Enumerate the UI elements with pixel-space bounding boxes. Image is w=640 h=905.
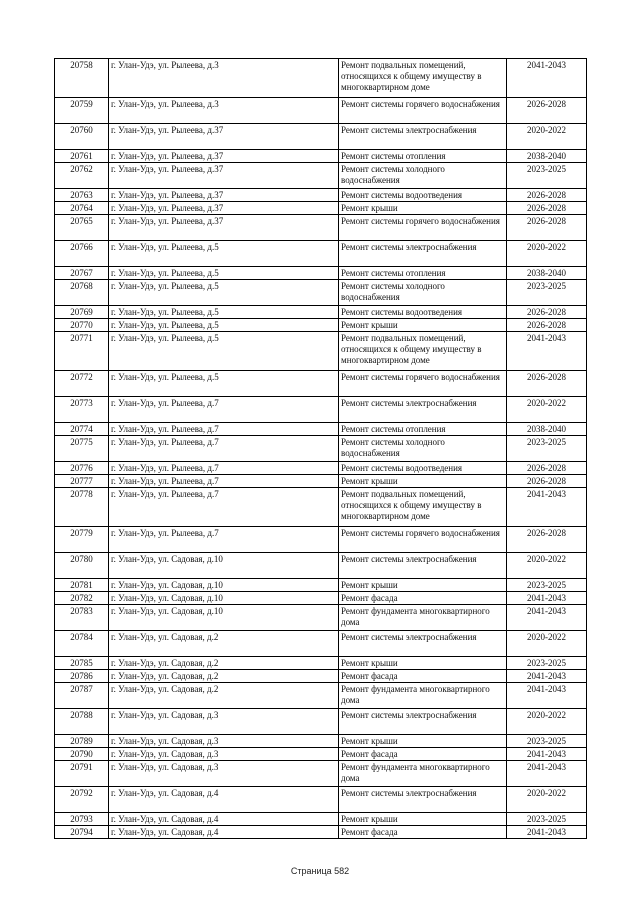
row-number-cell: 20759 — [55, 98, 109, 124]
table-row — [55, 709, 587, 735]
address-cell: г. Улан-Удэ, ул. Садовая, д.10 — [109, 592, 339, 605]
row-number-cell: 20790 — [55, 748, 109, 761]
work-type-cell: Ремонт фундамента многоквартирного дома — [339, 605, 507, 631]
period-cell: 2041-2043 — [507, 332, 587, 371]
table-row — [55, 488, 587, 527]
period-cell: 2023-2025 — [507, 579, 587, 592]
table-row — [55, 826, 587, 839]
period-cell: 2020-2022 — [507, 241, 587, 267]
table-row — [55, 215, 587, 241]
row-number-cell: 20792 — [55, 787, 109, 813]
address-cell: г. Улан-Удэ, ул. Рылеева, д.3 — [109, 59, 339, 98]
table-body — [55, 59, 587, 839]
row-number-cell: 20765 — [55, 215, 109, 241]
work-type-cell: Ремонт подвальных помещений, относящихся к общему имуществу в многоквартирном доме — [339, 59, 507, 98]
table-row — [55, 371, 587, 397]
table-row — [55, 124, 587, 150]
address-cell: г. Улан-Удэ, ул. Садовая, д.4 — [109, 813, 339, 826]
address-cell: г. Улан-Удэ, ул. Рылеева, д.37 — [109, 215, 339, 241]
row-number-cell: 20771 — [55, 332, 109, 371]
period-cell: 2041-2043 — [507, 59, 587, 98]
table-row — [55, 748, 587, 761]
table-row — [55, 670, 587, 683]
row-number-cell: 20776 — [55, 462, 109, 475]
table-row — [55, 241, 587, 267]
period-cell: 2026-2028 — [507, 462, 587, 475]
address-cell: г. Улан-Удэ, ул. Рылеева, д.37 — [109, 150, 339, 163]
table-row — [55, 761, 587, 787]
row-number-cell: 20785 — [55, 657, 109, 670]
address-cell: г. Улан-Удэ, ул. Садовая, д.2 — [109, 670, 339, 683]
period-cell: 2041-2043 — [507, 488, 587, 527]
row-number-cell: 20786 — [55, 670, 109, 683]
table-row — [55, 592, 587, 605]
address-cell: г. Улан-Удэ, ул. Садовая, д.10 — [109, 579, 339, 592]
address-cell: г. Улан-Удэ, ул. Садовая, д.4 — [109, 826, 339, 839]
period-cell: 2020-2022 — [507, 709, 587, 735]
repair-schedule-table — [54, 58, 587, 839]
work-type-cell: Ремонт крыши — [339, 657, 507, 670]
work-type-cell: Ремонт фасада — [339, 748, 507, 761]
address-cell: г. Улан-Удэ, ул. Садовая, д.2 — [109, 657, 339, 670]
address-cell: г. Улан-Удэ, ул. Садовая, д.10 — [109, 553, 339, 579]
period-cell: 2026-2028 — [507, 202, 587, 215]
address-cell: г. Улан-Удэ, ул. Рылеева, д.7 — [109, 423, 339, 436]
address-cell: г. Улан-Удэ, ул. Рылеева, д.37 — [109, 163, 339, 189]
work-type-cell: Ремонт системы водоотведения — [339, 306, 507, 319]
table-row — [55, 553, 587, 579]
address-cell: г. Улан-Удэ, ул. Рылеева, д.37 — [109, 202, 339, 215]
period-cell: 2023-2025 — [507, 813, 587, 826]
table-row — [55, 787, 587, 813]
work-type-cell: Ремонт фасада — [339, 592, 507, 605]
row-number-cell: 20769 — [55, 306, 109, 319]
row-number-cell: 20758 — [55, 59, 109, 98]
address-cell: г. Улан-Удэ, ул. Садовая, д.3 — [109, 761, 339, 787]
row-number-cell: 20766 — [55, 241, 109, 267]
row-number-cell: 20763 — [55, 189, 109, 202]
work-type-cell: Ремонт системы отопления — [339, 423, 507, 436]
period-cell: 2026-2028 — [507, 306, 587, 319]
period-cell: 2026-2028 — [507, 98, 587, 124]
row-number-cell: 20784 — [55, 631, 109, 657]
work-type-cell: Ремонт системы холодного водоснабжения — [339, 436, 507, 462]
row-number-cell: 20768 — [55, 280, 109, 306]
address-cell: г. Улан-Удэ, ул. Рылеева, д.7 — [109, 475, 339, 488]
work-type-cell: Ремонт крыши — [339, 475, 507, 488]
work-type-cell: Ремонт системы электроснабжения — [339, 124, 507, 150]
work-type-cell: Ремонт системы отопления — [339, 150, 507, 163]
period-cell: 2041-2043 — [507, 592, 587, 605]
period-cell: 2023-2025 — [507, 163, 587, 189]
row-number-cell: 20780 — [55, 553, 109, 579]
table-row — [55, 605, 587, 631]
table-row — [55, 527, 587, 553]
row-number-cell: 20772 — [55, 371, 109, 397]
work-type-cell: Ремонт подвальных помещений, относящихся к общему имуществу в многоквартирном доме — [339, 332, 507, 371]
address-cell: г. Улан-Удэ, ул. Садовая, д.3 — [109, 735, 339, 748]
period-cell: 2020-2022 — [507, 787, 587, 813]
row-number-cell: 20760 — [55, 124, 109, 150]
row-number-cell: 20791 — [55, 761, 109, 787]
row-number-cell: 20779 — [55, 527, 109, 553]
table-row — [55, 150, 587, 163]
address-cell: г. Улан-Удэ, ул. Садовая, д.2 — [109, 631, 339, 657]
address-cell: г. Улан-Удэ, ул. Садовая, д.4 — [109, 787, 339, 813]
period-cell: 2038-2040 — [507, 267, 587, 280]
row-number-cell: 20777 — [55, 475, 109, 488]
period-cell: 2041-2043 — [507, 826, 587, 839]
row-number-cell: 20774 — [55, 423, 109, 436]
work-type-cell: Ремонт системы электроснабжения — [339, 787, 507, 813]
work-type-cell: Ремонт системы горячего водоснабжения — [339, 527, 507, 553]
period-cell: 2038-2040 — [507, 150, 587, 163]
work-type-cell: Ремонт крыши — [339, 813, 507, 826]
work-type-cell: Ремонт фасада — [339, 670, 507, 683]
work-type-cell: Ремонт системы электроснабжения — [339, 709, 507, 735]
table-row — [55, 462, 587, 475]
table-row — [55, 319, 587, 332]
row-number-cell: 20770 — [55, 319, 109, 332]
table-row — [55, 683, 587, 709]
table-row — [55, 579, 587, 592]
table-row — [55, 657, 587, 670]
work-type-cell: Ремонт системы холодного водоснабжения — [339, 163, 507, 189]
work-type-cell: Ремонт системы электроснабжения — [339, 397, 507, 423]
table-row — [55, 631, 587, 657]
period-cell: 2026-2028 — [507, 371, 587, 397]
period-cell: 2023-2025 — [507, 436, 587, 462]
work-type-cell: Ремонт фундамента многоквартирного дома — [339, 683, 507, 709]
work-type-cell: Ремонт системы горячего водоснабжения — [339, 98, 507, 124]
work-type-cell: Ремонт крыши — [339, 735, 507, 748]
table-row — [55, 280, 587, 306]
period-cell: 2041-2043 — [507, 748, 587, 761]
address-cell: г. Улан-Удэ, ул. Рылеева, д.5 — [109, 306, 339, 319]
period-cell: 2026-2028 — [507, 215, 587, 241]
address-cell: г. Улан-Удэ, ул. Рылеева, д.5 — [109, 332, 339, 371]
work-type-cell: Ремонт системы электроснабжения — [339, 631, 507, 657]
table-row — [55, 436, 587, 462]
table-row — [55, 98, 587, 124]
row-number-cell: 20773 — [55, 397, 109, 423]
address-cell: г. Улан-Удэ, ул. Рылеева, д.3 — [109, 98, 339, 124]
work-type-cell: Ремонт системы электроснабжения — [339, 241, 507, 267]
table-row — [55, 267, 587, 280]
work-type-cell: Ремонт крыши — [339, 579, 507, 592]
row-number-cell: 20781 — [55, 579, 109, 592]
address-cell: г. Улан-Удэ, ул. Рылеева, д.7 — [109, 462, 339, 475]
period-cell: 2026-2028 — [507, 475, 587, 488]
table-row — [55, 423, 587, 436]
row-number-cell: 20794 — [55, 826, 109, 839]
period-cell: 2041-2043 — [507, 605, 587, 631]
work-type-cell: Ремонт системы водоотведения — [339, 462, 507, 475]
address-cell: г. Улан-Удэ, ул. Рылеева, д.7 — [109, 436, 339, 462]
table-row — [55, 397, 587, 423]
work-type-cell: Ремонт крыши — [339, 202, 507, 215]
work-type-cell: Ремонт системы горячего водоснабжения — [339, 371, 507, 397]
table-row — [55, 59, 587, 98]
table-row — [55, 163, 587, 189]
address-cell: г. Улан-Удэ, ул. Садовая, д.3 — [109, 748, 339, 761]
page-number: Страница 582 — [290, 866, 350, 876]
work-type-cell: Ремонт системы холодного водоснабжения — [339, 280, 507, 306]
row-number-cell: 20788 — [55, 709, 109, 735]
work-type-cell: Ремонт системы электроснабжения — [339, 553, 507, 579]
row-number-cell: 20778 — [55, 488, 109, 527]
address-cell: г. Улан-Удэ, ул. Рылеева, д.5 — [109, 280, 339, 306]
period-cell: 2023-2025 — [507, 735, 587, 748]
row-number-cell: 20787 — [55, 683, 109, 709]
address-cell: г. Улан-Удэ, ул. Садовая, д.3 — [109, 709, 339, 735]
address-cell: г. Улан-Удэ, ул. Рылеева, д.5 — [109, 319, 339, 332]
table-row — [55, 813, 587, 826]
period-cell: 2020-2022 — [507, 124, 587, 150]
period-cell: 2023-2025 — [507, 280, 587, 306]
row-number-cell: 20789 — [55, 735, 109, 748]
address-cell: г. Улан-Удэ, ул. Садовая, д.2 — [109, 683, 339, 709]
table-row — [55, 202, 587, 215]
table-row — [55, 475, 587, 488]
work-type-cell: Ремонт системы горячего водоснабжения — [339, 215, 507, 241]
row-number-cell: 20767 — [55, 267, 109, 280]
period-cell: 2026-2028 — [507, 527, 587, 553]
work-type-cell: Ремонт фундамента многоквартирного дома — [339, 761, 507, 787]
address-cell: г. Улан-Удэ, ул. Рылеева, д.5 — [109, 371, 339, 397]
work-type-cell: Ремонт фасада — [339, 826, 507, 839]
period-cell: 2038-2040 — [507, 423, 587, 436]
row-number-cell: 20761 — [55, 150, 109, 163]
address-cell: г. Улан-Удэ, ул. Рылеева, д.5 — [109, 241, 339, 267]
address-cell: г. Улан-Удэ, ул. Рылеева, д.7 — [109, 397, 339, 423]
table-row — [55, 189, 587, 202]
period-cell: 2020-2022 — [507, 631, 587, 657]
period-cell: 2023-2025 — [507, 657, 587, 670]
period-cell: 2041-2043 — [507, 683, 587, 709]
row-number-cell: 20782 — [55, 592, 109, 605]
period-cell: 2020-2022 — [507, 553, 587, 579]
address-cell: г. Улан-Удэ, ул. Рылеева, д.5 — [109, 267, 339, 280]
address-cell: г. Улан-Удэ, ул. Рылеева, д.7 — [109, 527, 339, 553]
work-type-cell: Ремонт системы водоотведения — [339, 189, 507, 202]
address-cell: г. Улан-Удэ, ул. Садовая, д.10 — [109, 605, 339, 631]
row-number-cell: 20783 — [55, 605, 109, 631]
table-row — [55, 735, 587, 748]
table-row — [55, 332, 587, 371]
work-type-cell: Ремонт системы отопления — [339, 267, 507, 280]
period-cell: 2026-2028 — [507, 319, 587, 332]
period-cell: 2026-2028 — [507, 189, 587, 202]
period-cell: 2020-2022 — [507, 397, 587, 423]
row-number-cell: 20793 — [55, 813, 109, 826]
table-row — [55, 306, 587, 319]
period-cell: 2041-2043 — [507, 761, 587, 787]
row-number-cell: 20762 — [55, 163, 109, 189]
row-number-cell: 20775 — [55, 436, 109, 462]
work-type-cell: Ремонт подвальных помещений, относящихся к общему имуществу в многоквартирном доме — [339, 488, 507, 527]
work-type-cell: Ремонт крыши — [339, 319, 507, 332]
address-cell: г. Улан-Удэ, ул. Рылеева, д.37 — [109, 189, 339, 202]
address-cell: г. Улан-Удэ, ул. Рылеева, д.37 — [109, 124, 339, 150]
address-cell: г. Улан-Удэ, ул. Рылеева, д.7 — [109, 488, 339, 527]
period-cell: 2041-2043 — [507, 670, 587, 683]
row-number-cell: 20764 — [55, 202, 109, 215]
